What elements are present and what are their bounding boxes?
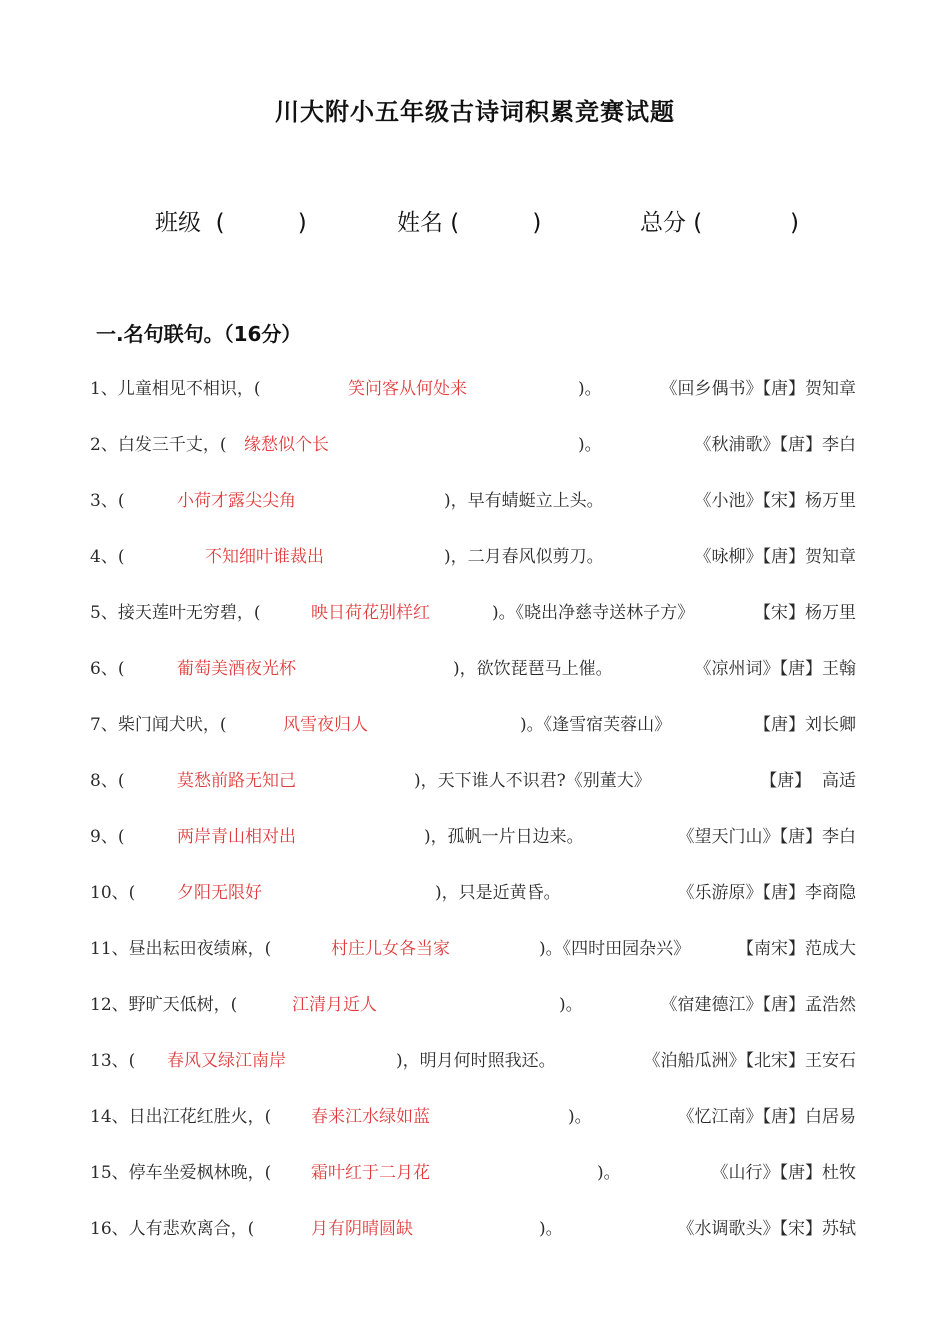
question-prompt: 8、( xyxy=(90,771,125,791)
question-row xyxy=(0,1102,950,1132)
poem-source: 【宋】杨万里 xyxy=(754,603,856,623)
class-field: 班级 ( ) xyxy=(155,210,307,236)
question-row xyxy=(0,822,950,852)
answer-text: 两岸青山相对出 xyxy=(177,827,296,847)
question-row xyxy=(0,430,950,460)
question-prompt: 10、( xyxy=(90,883,136,903)
question-prompt: 2、白发三千丈，( xyxy=(90,435,227,455)
poem-source: 《望天门山》【唐】李白 xyxy=(677,827,856,847)
question-tail: )。 xyxy=(559,995,583,1015)
answer-text: 小荷才露尖尖角 xyxy=(177,491,296,511)
answer-text: 不知细叶谁裁出 xyxy=(205,547,324,567)
question-tail: )，明月何时照我还。 xyxy=(396,1051,556,1071)
question-tail: )。 xyxy=(578,435,602,455)
poem-source: 《山行》【唐】杜牧 xyxy=(711,1163,856,1183)
question-tail: )。《四时田园杂兴》 xyxy=(539,939,691,959)
page-title: 川大附小五年级古诗词积累竞赛试题 xyxy=(275,98,675,126)
question-prompt: 12、野旷天低树，( xyxy=(90,995,238,1015)
question-prompt: 16、人有悲欢离合，( xyxy=(90,1219,255,1239)
question-prompt: 7、柴门闻犬吠，( xyxy=(90,715,227,735)
poem-source: 《回乡偶书》【唐】贺知章 xyxy=(660,379,856,399)
answer-text: 春来江水绿如蓝 xyxy=(311,1107,430,1127)
poem-source: 《小池》【宋】杨万里 xyxy=(694,491,856,511)
question-tail: )，早有蜻蜓立上头。 xyxy=(444,491,604,511)
poem-source: 【南宋】范成大 xyxy=(737,939,856,959)
question-prompt: 11、昼出耘田夜绩麻，( xyxy=(90,939,272,959)
question-row xyxy=(0,542,950,572)
question-tail: )。 xyxy=(539,1219,563,1239)
poem-source: 【唐】刘长卿 xyxy=(754,715,856,735)
answer-text: 江清月近人 xyxy=(292,995,377,1015)
question-tail: )，只是近黄昏。 xyxy=(435,883,561,903)
question-prompt: 1、儿童相见不相识，( xyxy=(90,379,261,399)
question-row xyxy=(0,654,950,684)
question-tail: )，欲饮琵琶马上催。 xyxy=(453,659,613,679)
question-row xyxy=(0,1214,950,1244)
answer-text: 夕阳无限好 xyxy=(177,883,262,903)
question-tail: )，天下谁人不识君?《别董大》 xyxy=(414,771,651,791)
question-prompt: 14、日出江花红胜火，( xyxy=(90,1107,272,1127)
section-heading: 一.名句联句。（16分） xyxy=(96,322,302,346)
question-prompt: 3、( xyxy=(90,491,125,511)
answer-text: 霜叶红于二月花 xyxy=(311,1163,430,1183)
answer-text: 风雪夜归人 xyxy=(283,715,368,735)
question-row xyxy=(0,1046,950,1076)
question-row xyxy=(0,710,950,740)
poem-source: 《宿建德江》【唐】孟浩然 xyxy=(660,995,856,1015)
answer-text: 笑问客从何处来 xyxy=(348,379,467,399)
question-prompt: 5、接天莲叶无穷碧，( xyxy=(90,603,261,623)
answer-text: 月有阴晴圆缺 xyxy=(311,1219,413,1239)
question-prompt: 15、停车坐爱枫林晚，( xyxy=(90,1163,272,1183)
poem-source: 《泊船瓜洲》【北宋】王安石 xyxy=(643,1051,856,1071)
answer-text: 映日荷花别样红 xyxy=(311,603,430,623)
question-tail: )。《晓出净慈寺送林子方》 xyxy=(492,603,695,623)
question-row xyxy=(0,934,950,964)
question-prompt: 6、( xyxy=(90,659,125,679)
name-field: 姓名 ( ) xyxy=(397,210,542,236)
question-prompt: 9、( xyxy=(90,827,125,847)
question-tail: )，二月春风似剪刀。 xyxy=(444,547,604,567)
question-tail: )，孤帆一片日边来。 xyxy=(424,827,584,847)
question-prompt: 4、( xyxy=(90,547,125,567)
question-tail: )。 xyxy=(568,1107,592,1127)
poem-source: 《乐游原》【唐】李商隐 xyxy=(677,883,856,903)
poem-source: 【唐】 高适 xyxy=(760,771,856,791)
poem-source: 《水调歌头》【宋】苏轼 xyxy=(677,1219,856,1239)
score-field: 总分 ( ) xyxy=(640,210,799,236)
answer-text: 村庄儿女各当家 xyxy=(331,939,450,959)
question-row xyxy=(0,374,950,404)
question-row xyxy=(0,990,950,1020)
poem-source: 《凉州词》【唐】王翰 xyxy=(694,659,856,679)
poem-source: 《忆江南》【唐】白居易 xyxy=(677,1107,856,1127)
question-tail: )。《逢雪宿芙蓉山》 xyxy=(520,715,672,735)
question-row xyxy=(0,1158,950,1188)
question-row xyxy=(0,878,950,908)
question-row xyxy=(0,766,950,796)
poem-source: 《秋浦歌》【唐】李白 xyxy=(694,435,856,455)
question-tail: )。 xyxy=(597,1163,621,1183)
answer-text: 葡萄美酒夜光杯 xyxy=(177,659,296,679)
answer-text: 缘愁似个长 xyxy=(244,435,329,455)
poem-source: 《咏柳》【唐】贺知章 xyxy=(694,547,856,567)
question-tail: )。 xyxy=(578,379,602,399)
question-prompt: 13、( xyxy=(90,1051,136,1071)
answer-text: 莫愁前路无知己 xyxy=(177,771,296,791)
question-row xyxy=(0,486,950,516)
answer-text: 春风又绿江南岸 xyxy=(167,1051,286,1071)
question-row xyxy=(0,598,950,628)
